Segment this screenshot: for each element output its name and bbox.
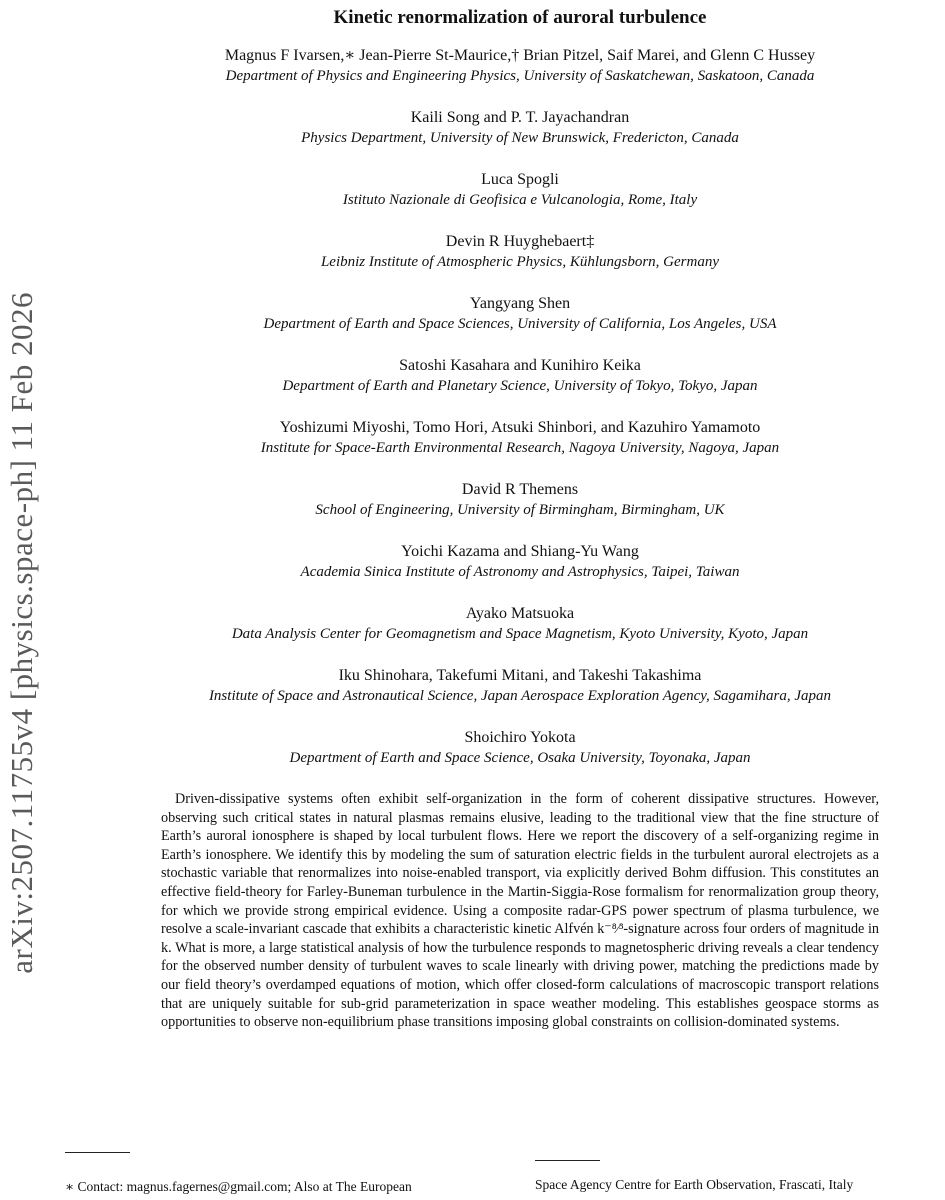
affiliation: Department of Physics and Engineering Physics, University of Saskatchewan, Saskatoon, Canada <box>225 68 815 84</box>
author-names: Devin R Huyghebaert‡ <box>445 233 595 250</box>
author-names: Iku Shinohara, Takefumi Mitani, and Takeshi Takashima <box>338 667 702 684</box>
affiliation: Institute of Space and Astronautical Science, Japan Aerospace Exploration Agency, Sagamihara, Japan <box>208 688 832 704</box>
author-group-6 <box>145 356 895 395</box>
author-group-12 <box>145 728 895 767</box>
affiliation: Department of Earth and Space Sciences, University of California, Los Angeles, USA <box>263 316 777 332</box>
affiliation: Istituto Nazionale di Geofisica e Vulcanologia, Rome, Italy <box>342 192 698 208</box>
affiliation: Academia Sinica Institute of Astronomy and Astrophysics, Taipei, Taiwan <box>300 564 740 580</box>
author-group-11 <box>145 666 895 705</box>
author-names: Magnus F Ivarsen,∗ Jean-Pierre St-Maurice,† Brian Pitzel, Saif Marei, and Glenn C Hussey <box>224 47 816 64</box>
footnote-rule-right <box>535 1160 600 1161</box>
affiliation: Department of Earth and Space Science, Osaka University, Toyonaka, Japan <box>289 750 751 766</box>
arxiv-watermark-label: arXiv:2507.11755v4 [physics.space-ph] 11 Feb 2026 <box>4 291 39 974</box>
author-group-2 <box>145 108 895 147</box>
author-group-4 <box>145 232 895 271</box>
author-group-5 <box>145 294 895 333</box>
author-group-1 <box>145 46 895 85</box>
paper-content <box>145 6 895 1032</box>
affiliation: School of Engineering, University of Birmingham, Birmingham, UK <box>315 502 725 518</box>
footnote-contact-continued: Space Agency Centre for Earth Observation, Frascati, Italy <box>535 1177 854 1192</box>
author-group-8 <box>145 480 895 519</box>
author-names: Shoichiro Yokota <box>464 729 576 746</box>
footnote-contact: ∗ Contact: magnus.fagernes@gmail.com; Also at The European <box>65 1179 412 1194</box>
author-names: Yangyang Shen <box>469 295 571 312</box>
author-names: Kaili Song and P. T. Jayachandran <box>410 109 630 126</box>
author-group-7 <box>145 418 895 457</box>
footnote-rule-left <box>65 1152 130 1153</box>
author-names: Ayako Matsuoka <box>465 605 575 622</box>
affiliation: Institute for Space-Earth Environmental Research, Nagoya University, Nagoya, Japan <box>260 440 780 456</box>
abstract: Driven-dissipative systems often exhibit self-organization in the form of coherent dissipative structures. However, observing such critical states in natural plasmas remains elusive, leading to the traditional view that the fine structure of Earth’s auroral ionosphere is shaped by local turbulent flows. Here we report the discovery of a self-organizing regime in Earth’s ionosphere. We identify this by modeling the sum of saturation electric fields in the turbulent auroral electrojets as a stochastic variable that renormalizes into noise-enabled transport, via explicitly derived Bohm diffusion. This constitutes an effective field-theory for Farley-Buneman turbulence in the Martin-Siggia-Rose formalism for renormalization group theory, for which we provide strong empirical evidence. Using a composite radar-GPS power spectrum of plasma turbulence, we resolve a scale-invariant cascade that exhibits a characteristic kinetic Alfvén k⁻⁸⁄³-signature across four orders of magnitude in k. What is more, a large statistical analysis of how the turbulence responds to magnetospheric driving reveals a clear tendency for the observed number density of turbulent waves to scale linearly with driving power, matching the predictions made by our field theory’s overdamped equations of motion, which offer closed-form calculations of macroscopic transport relations that are uniquely suitable for sub-grid parameterization in space weather modeling. This establishes geospace storms as opportunities to observe non-equilibrium phase transitions imposing global constraints on collision-dominated systems. <box>161 791 879 1031</box>
author-group-10 <box>145 604 895 643</box>
author-names: Yoshizumi Miyoshi, Tomo Hori, Atsuki Shinbori, and Kazuhiro Yamamoto <box>279 419 761 436</box>
affiliation: Leibniz Institute of Atmospheric Physics, Kühlungsborn, Germany <box>320 254 720 270</box>
author-group-9 <box>145 542 895 581</box>
author-names: David R Themens <box>461 481 579 498</box>
author-group-3 <box>145 170 895 209</box>
affiliation: Department of Earth and Planetary Science, University of Tokyo, Tokyo, Japan <box>282 378 758 394</box>
paper-title: Kinetic renormalization of auroral turbulence <box>333 7 707 28</box>
author-names: Satoshi Kasahara and Kunihiro Keika <box>399 357 641 374</box>
author-names: Yoichi Kazama and Shiang-Yu Wang <box>401 543 639 560</box>
arxiv-watermark <box>0 210 44 1055</box>
author-names: Luca Spogli <box>481 171 559 188</box>
affiliation: Data Analysis Center for Geomagnetism and Space Magnetism, Kyoto University, Kyoto, Japan <box>231 626 809 642</box>
affiliation: Physics Department, University of New Brunswick, Fredericton, Canada <box>301 130 739 146</box>
